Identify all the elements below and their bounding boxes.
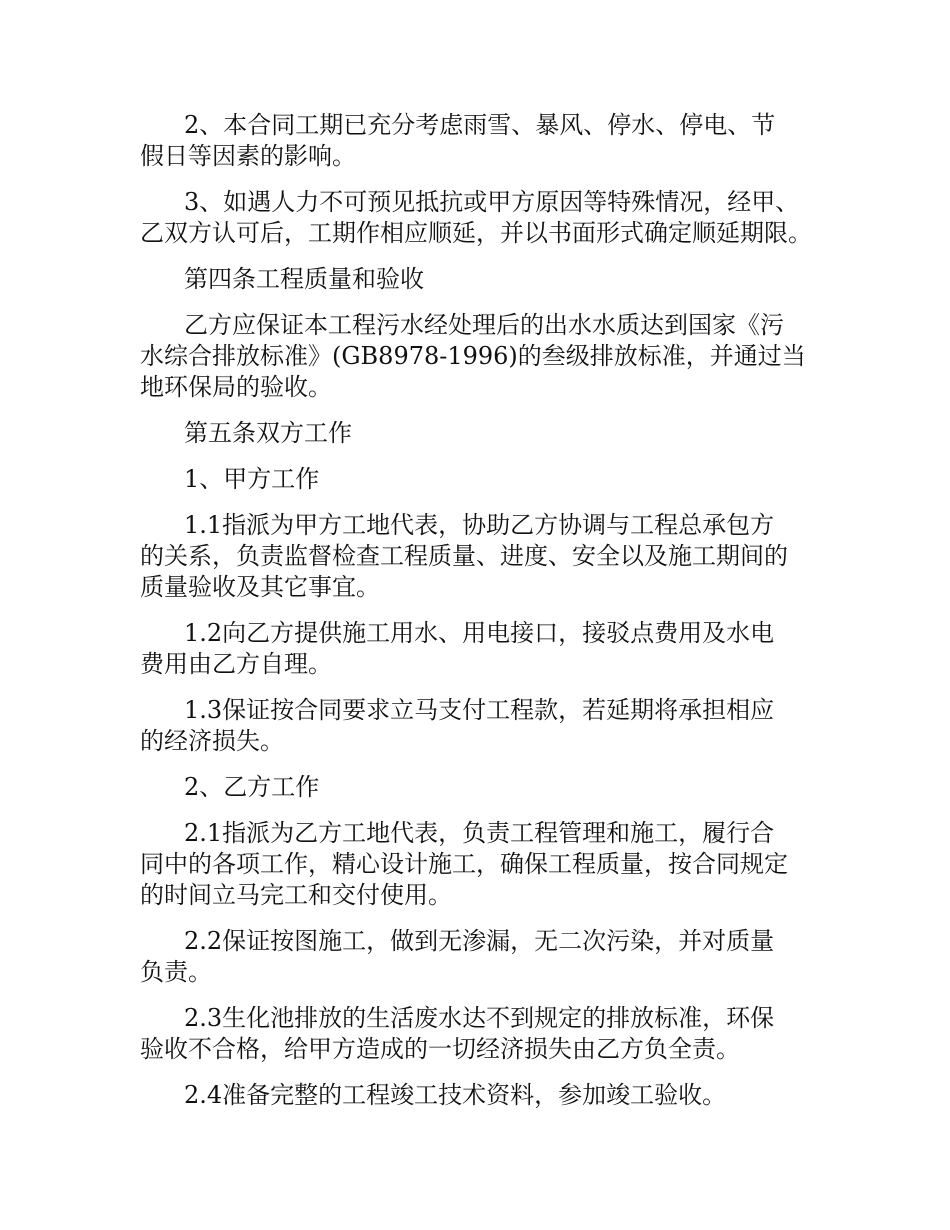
- clause-paragraph: 1.1指派为甲方工地代表，协助乙方协调与工程总承包方 的关系，负责监督检查工程质量、进度、安全以及施工期间的 质量验收及其它事宜。: [140, 511, 788, 601]
- subsection-heading: 2、乙方工作: [184, 773, 320, 801]
- clause-paragraph: 2.1指派为乙方工地代表，负责工程管理和施工，履行合 同中的各项工作，精心设计施工，确保工程质量，按合同规定 的时间立马完工和交付使用。: [140, 819, 788, 909]
- section-heading: 第四条工程质量和验收: [184, 265, 424, 293]
- clause-paragraph: 1.2向乙方提供施工用水、用电接口，接驳点费用及水电 费用由乙方自理。: [140, 619, 775, 678]
- section-heading: 第五条双方工作: [184, 419, 352, 447]
- clause-paragraph: 2.3生化池排放的生活废水达不到规定的排放标准，环保 验收不合格，给甲方造成的一切经济损失由乙方负全责。: [140, 1004, 775, 1063]
- clause-paragraph: 1.3保证按合同要求立马支付工程款，若延期将承担相应 的经济损失。: [140, 696, 775, 755]
- clause-paragraph: 2、本合同工期已充分考虑雨雪、暴风、停水、停电、节 假日等因素的影响。: [140, 111, 776, 170]
- clause-paragraph: 3、如遇人力不可预见抵抗或甲方原因等特殊情况，经甲、 乙双方认可后，工期作相应顺延，并以书面形式确定顺延期限。: [140, 188, 812, 247]
- clause-paragraph: 乙方应保证本工程污水经处理后的出水水质达到国家《污 水综合排放标准》(GB8978-1996)的叁级排放标准，并通过当 地环保局的验收。: [140, 311, 806, 401]
- subsection-heading: 1、甲方工作: [184, 465, 320, 493]
- document-page: [140, 110, 840, 1126]
- clause-paragraph: 2.2保证按图施工，做到无渗漏，无二次污染，并对质量 负责。: [140, 927, 775, 986]
- clause-paragraph: 2.4准备完整的工程竣工技术资料，参加竣工验收。: [184, 1081, 727, 1109]
